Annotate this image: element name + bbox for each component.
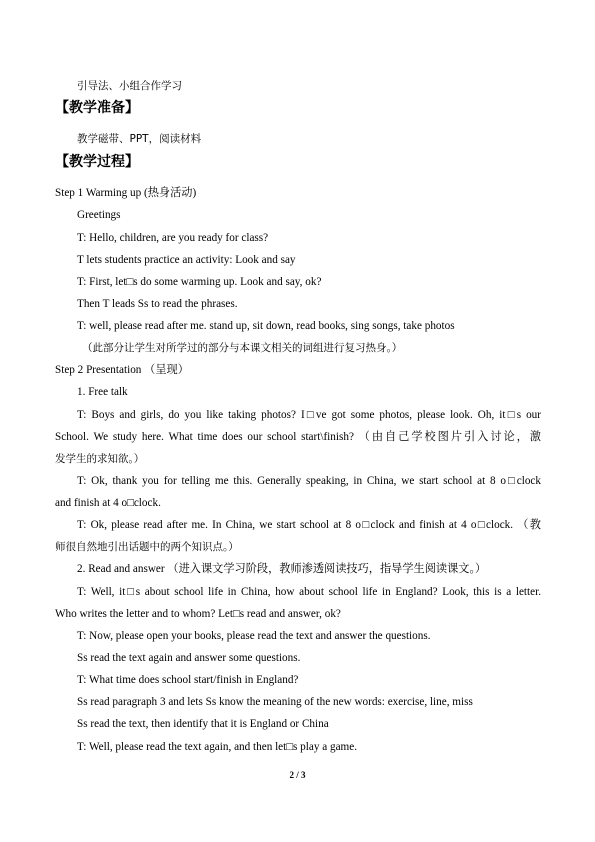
paragraph-line: 发学生的求知欲。）	[55, 453, 145, 465]
prep-line: 教学磁带、PPT，阅读材料	[77, 133, 202, 145]
step1-title: Step 1 Warming up (热身活动)	[55, 187, 197, 199]
step2-line: T: Now, please open your books, please read the text and answer the questions.	[77, 630, 431, 642]
step1-line: Greetings	[77, 209, 121, 221]
step1-line: T lets students practice an activity: Look and say	[77, 254, 296, 266]
step1-note: （此部分让学生对所学过的部分与本课文相关的词组进行复习热身。）	[82, 342, 403, 354]
process-heading: 【教学过程】	[55, 154, 139, 170]
read-answer-heading: 2. Read and answer （进入课文学习阶段，教师渗透阅读技巧，指导学生阅读课文。）	[77, 563, 487, 575]
step1-line: Then T leads Ss to read the phrases.	[77, 298, 238, 310]
paragraph-line: School. We study here. What time does our school start\finish? （由自己学校图片引入讨论，激	[55, 431, 541, 443]
step1-line: T: Hello, children, are you ready for class?	[77, 232, 269, 244]
paragraph-line: Who writes the letter and to whom? Let□s read and answer, ok?	[55, 608, 341, 620]
paragraph-line: T: Well, it□s about school life in China, how about school life in England? Look, this is a letter.	[77, 586, 541, 598]
step2-line: Ss read the text again and answer some questions.	[77, 652, 301, 664]
step2-line: T: Well, please read the text again, and then let□s play a game.	[77, 741, 358, 753]
paragraph-line: T: Boys and girls, do you like taking photos? I□ve got some photos, please look. Oh, it□s our	[77, 409, 541, 421]
paragraph-line: T: Ok, thank you for telling me this. Generally speaking, in China, we start school at 8 o□clock	[77, 475, 541, 487]
paragraph-line: T: Ok, please read after me. In China, we start school at 8 o□clock and finish at 4 o□clock. （教	[77, 519, 541, 531]
free-talk-heading: 1. Free talk	[77, 386, 128, 398]
step2-title: Step 2 Presentation （呈现）	[55, 364, 189, 376]
step1-line: T: First, let□s do some warming up. Look and say, ok?	[77, 276, 322, 288]
page-number: 2 / 3	[289, 770, 306, 780]
paragraph-line: 师很自然地引出话题中的两个知识点。）	[55, 541, 239, 553]
paragraph-line: and finish at 4 o□clock.	[55, 497, 161, 509]
step2-line: Ss read the text, then identify that it is England or China	[77, 718, 329, 730]
teaching-method-line: 引导法、小组合作学习	[77, 80, 182, 92]
prep-heading: 【教学准备】	[55, 100, 139, 116]
step2-line: T: What time does school start/finish in England?	[77, 674, 299, 686]
step1-line: T: well, please read after me. stand up, sit down, read books, sing songs, take photos	[77, 320, 455, 332]
step2-line: Ss read paragraph 3 and lets Ss know the meaning of the new words: exercise, line, miss	[77, 696, 473, 708]
